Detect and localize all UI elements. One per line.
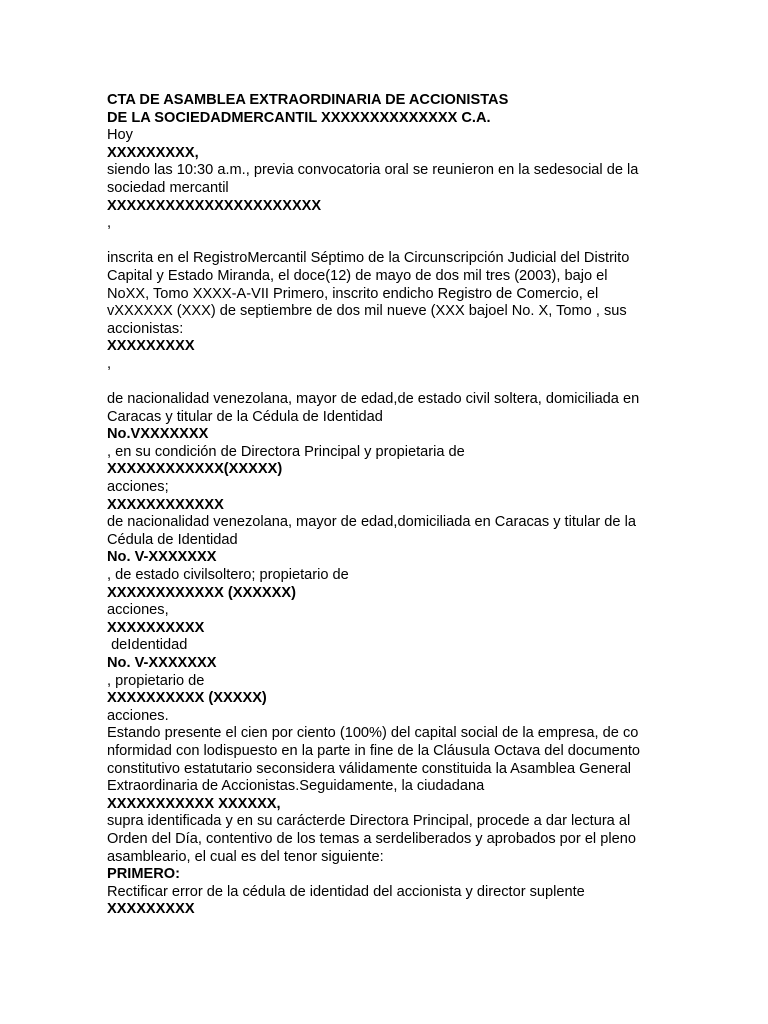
acciones-text-1: acciones;: [107, 479, 169, 496]
shareholder1-shares: XXXXXXXXXXXX(XXXXX): [107, 461, 283, 478]
reading-line3: asambleario, el cual es del tenor siguiente:: [107, 848, 384, 865]
primero-text: Rectificar error de la cédula de identidad del accionista y director suplente: [107, 883, 585, 900]
shareholder2-role: , de estado civilsoltero; propietario de: [107, 567, 349, 584]
shareholder2-placeholder: XXXXXXXXXXXX: [107, 496, 224, 513]
intro-line2: sociedad mercantil: [107, 179, 229, 196]
capital-line2: nformidad con lodispuesto en la parte in fine de la Cláusula Octava del documento: [107, 742, 640, 759]
reading-line2: Orden del Día, contentivo de los temas a serdeliberados y aprobados por el pleno: [107, 830, 636, 847]
shareholder3-placeholder: XXXXXXXXXX: [107, 619, 205, 636]
paragraph-gap-1: [107, 233, 667, 251]
capital-line4: Extraordinaria de Accionistas.Seguidamente, la ciudadana: [107, 778, 485, 795]
last-placeholder: XXXXXXXXX: [107, 901, 195, 918]
shareholder1-placeholder: XXXXXXXXX: [107, 338, 195, 355]
shareholder1-id: No.VXXXXXXX: [107, 426, 209, 443]
citizen-placeholder: XXXXXXXXXXX XXXXXX,: [107, 795, 281, 812]
shareholder1-desc-line2: Caracas y titular de la Cédula de Identidad: [107, 408, 383, 425]
registry-line4: vXXXXXX (XXX) de septiembre de dos mil nueve (XXX bajoel No. X, Tomo , sus: [107, 303, 627, 320]
capital-line3: constitutivo estatutario seconsidera válidamente constituida la Asamblea General: [107, 760, 632, 777]
shareholder2-desc-line2: Cédula de Identidad: [107, 531, 238, 548]
shareholder3-id: No. V-XXXXXXX: [107, 655, 217, 671]
shareholder2-desc-line1: de nacionalidad venezolana, mayor de edad,domiciliada en Caracas y titular de la: [107, 514, 636, 531]
comma-separator-1: ,: [107, 215, 112, 232]
shareholder1-role: , en su condición de Directora Principal y propietaria de: [107, 443, 465, 460]
date-placeholder: XXXXXXXXX,: [107, 144, 199, 161]
intro-line1: siendo las 10:30 a.m., previa convocatoria oral se reunieron en la sedesocial de la: [107, 162, 639, 179]
shareholder2-id: No. V-XXXXXXX: [107, 549, 217, 566]
acciones-text-3: acciones.: [107, 707, 169, 724]
capital-line1: Estando presente el cien por ciento (100%) del capital social de la empresa, de co: [107, 725, 639, 742]
shareholder2-shares: XXXXXXXXXXXX (XXXXXX): [107, 584, 296, 601]
hoy-text: Hoy: [107, 127, 133, 144]
paragraph-gap-2: [107, 374, 667, 392]
primero-heading: PRIMERO:: [107, 866, 180, 883]
shareholder3-desc: deIdentidad: [107, 637, 188, 654]
shareholder3-role: , propietario de: [107, 672, 205, 689]
document-title-line2: DE LA SOCIEDADMERCANTIL XXXXXXXXXXXXXX C.A.: [107, 109, 491, 126]
acciones-text-2: acciones,: [107, 602, 169, 619]
registry-line2: Capital y Estado Miranda, el doce(12) de mayo de dos mil tres (2003), bajo el: [107, 267, 608, 284]
document-title-line1: CTA DE ASAMBLEA EXTRAORDINARIA DE ACCIONISTAS: [107, 92, 509, 108]
reading-line1: supra identificada y en su carácterde Directora Principal, procede a dar lectura al: [107, 813, 631, 830]
registry-line3: NoXX, Tomo XXXX-A-VII Primero, inscrito endicho Registro de Comercio, el: [107, 285, 599, 302]
document-body: [107, 92, 667, 919]
shareholder3-shares: XXXXXXXXXX (XXXXX): [107, 690, 267, 707]
comma-separator-2: ,: [107, 355, 112, 372]
registry-line5: accionistas:: [107, 320, 184, 337]
shareholder1-desc-line1: de nacionalidad venezolana, mayor de edad,de estado civil soltera, domiciliada en: [107, 391, 640, 408]
company-placeholder: XXXXXXXXXXXXXXXXXXXXXX: [107, 197, 322, 214]
registry-line1: inscrita en el RegistroMercantil Séptimo de la Circunscripción Judicial del Distrito: [107, 250, 630, 267]
